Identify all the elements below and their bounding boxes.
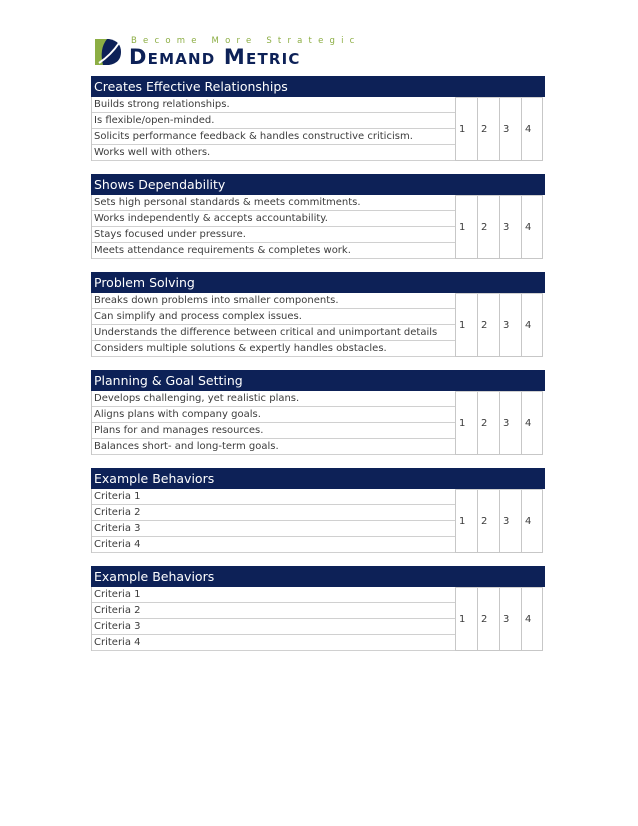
rating-option-1[interactable]: 1 (455, 490, 477, 552)
rating-scale (455, 391, 543, 455)
rating-option-1[interactable]: 1 (455, 196, 477, 258)
criterion-row: Criteria 2 (92, 603, 455, 619)
criterion-row: Is flexible/open-minded. (92, 113, 455, 129)
rating-option-4[interactable]: 4 (521, 294, 543, 356)
rating-option-1[interactable]: 1 (455, 98, 477, 160)
criterion-row: Balances short- and long-term goals. (92, 439, 455, 455)
rating-option-2[interactable]: 2 (477, 392, 499, 454)
criterion-row: Meets attendance requirements & completes work. (92, 243, 455, 259)
section-title: Creates Effective Relationships (91, 76, 545, 97)
criterion-row: Develops challenging, yet realistic plans. (92, 391, 455, 407)
criterion-row: Criteria 4 (92, 537, 455, 553)
logo-mark-icon (93, 37, 123, 67)
section-example-behaviors-2 (91, 566, 545, 651)
rating-option-2[interactable]: 2 (477, 588, 499, 650)
rating-option-2[interactable]: 2 (477, 490, 499, 552)
rating-option-4[interactable]: 4 (521, 490, 543, 552)
rating-option-1[interactable]: 1 (455, 294, 477, 356)
rating-option-3[interactable]: 3 (499, 392, 521, 454)
rating-scale (455, 293, 543, 357)
section-problem-solving (91, 272, 545, 357)
logo-tagline: Become More Strategic (131, 36, 361, 46)
criterion-row: Builds strong relationships. (92, 97, 455, 113)
rating-option-4[interactable]: 4 (521, 196, 543, 258)
rating-scale (455, 489, 543, 553)
rating-option-3[interactable]: 3 (499, 588, 521, 650)
rating-scale (455, 97, 543, 161)
rating-option-4[interactable]: 4 (521, 98, 543, 160)
rating-option-3[interactable]: 3 (499, 490, 521, 552)
criterion-row: Criteria 3 (92, 619, 455, 635)
rating-scale (455, 195, 543, 259)
section-title: Shows Dependability (91, 174, 545, 195)
section-title: Planning & Goal Setting (91, 370, 545, 391)
section-example-behaviors-1 (91, 468, 545, 553)
section-planning (91, 370, 545, 455)
criterion-row: Works well with others. (92, 145, 455, 161)
section-title: Example Behaviors (91, 566, 545, 587)
criterion-row: Considers multiple solutions & expertly handles obstacles. (92, 341, 455, 357)
rating-option-3[interactable]: 3 (499, 196, 521, 258)
section-title: Problem Solving (91, 272, 545, 293)
rating-option-1[interactable]: 1 (455, 392, 477, 454)
section-dependability (91, 174, 545, 259)
demand-metric-logo (93, 36, 361, 70)
rating-option-2[interactable]: 2 (477, 196, 499, 258)
criterion-row: Breaks down problems into smaller components. (92, 293, 455, 309)
criterion-row: Criteria 3 (92, 521, 455, 537)
section-title: Example Behaviors (91, 468, 545, 489)
rating-option-2[interactable]: 2 (477, 98, 499, 160)
criterion-row: Criteria 1 (92, 489, 455, 505)
criterion-row: Criteria 4 (92, 635, 455, 651)
rating-option-2[interactable]: 2 (477, 294, 499, 356)
criterion-row: Sets high personal standards & meets commitments. (92, 195, 455, 211)
rating-option-4[interactable]: 4 (521, 392, 543, 454)
criterion-row: Stays focused under pressure. (92, 227, 455, 243)
criterion-row: Aligns plans with company goals. (92, 407, 455, 423)
section-relationships (91, 76, 545, 161)
criterion-row: Criteria 1 (92, 587, 455, 603)
rating-scale (455, 587, 543, 651)
logo-brand: Demand Metric (129, 45, 301, 69)
criterion-row: Plans for and manages resources. (92, 423, 455, 439)
rating-option-3[interactable]: 3 (499, 294, 521, 356)
criterion-row: Solicits performance feedback & handles constructive criticism. (92, 129, 455, 145)
criterion-row: Understands the difference between critical and unimportant details (92, 325, 455, 341)
rating-option-1[interactable]: 1 (455, 588, 477, 650)
rating-option-4[interactable]: 4 (521, 588, 543, 650)
criterion-row: Criteria 2 (92, 505, 455, 521)
criterion-row: Can simplify and process complex issues. (92, 309, 455, 325)
criterion-row: Works independently & accepts accountability. (92, 211, 455, 227)
rating-option-3[interactable]: 3 (499, 98, 521, 160)
